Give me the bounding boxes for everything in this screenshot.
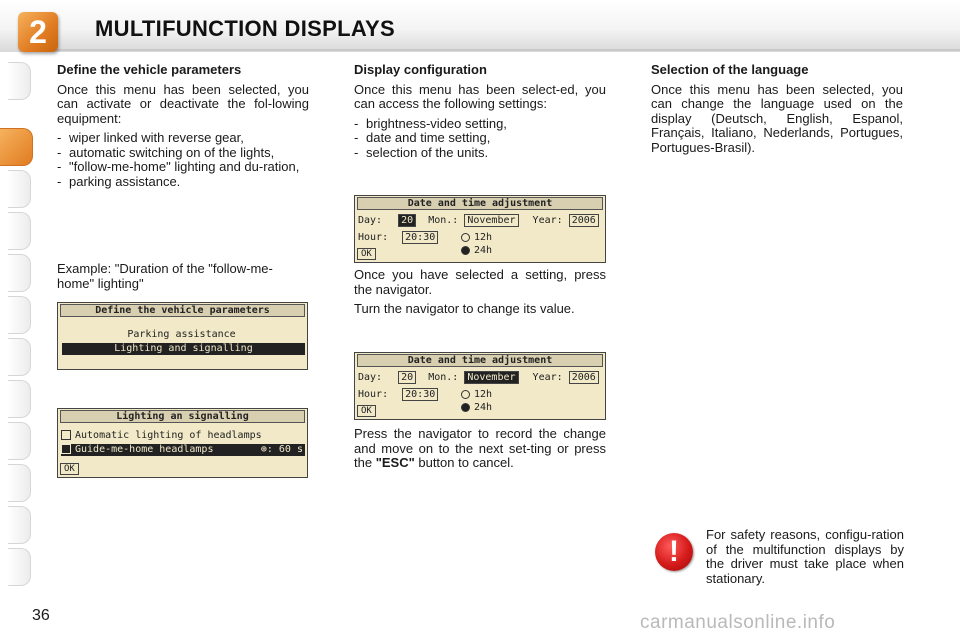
lcd-screen-date-time-1 (354, 195, 606, 263)
checkbox-checked-icon[interactable] (61, 444, 71, 454)
paragraph: Once you have selected a setting, press the navigator. (354, 267, 606, 297)
lcd-date-row (358, 215, 599, 227)
ok-button[interactable]: OK (357, 405, 376, 417)
paragraph: Turn the navigator to change its value. (354, 301, 575, 316)
section-heading: Define the vehicle parameters (57, 62, 242, 77)
format-24h[interactable] (461, 245, 492, 257)
lcd-screen-lighting (57, 408, 308, 478)
checkbox-icon[interactable] (61, 430, 71, 440)
month-label: Mon.: (428, 215, 459, 226)
list-item: - parking assistance. (57, 175, 309, 190)
safety-warning: For safety reasons, configu-ration of the multifunction displays by the driver must take place when stationary. (706, 527, 904, 586)
chapter-tab[interactable] (8, 464, 31, 502)
list-item: - selection of the units. (354, 146, 606, 161)
section-heading: Selection of the language (651, 62, 809, 77)
paragraph: Once this menu has been select-ed, you can access the following settings: (354, 81, 606, 111)
paragraph: Once this menu has been selected, you can change the language used on the display (Deutsch, English, Espanol, Français, Italiano, Nederlands, Portugues, Portugues-Brasil). (651, 81, 903, 155)
lcd-title: Lighting an signalling (60, 410, 305, 423)
example-caption: Example: "Duration of the "follow-me-home" lighting" (57, 261, 273, 291)
lcd-checkbox-row[interactable] (61, 430, 262, 442)
hour-label: Hour: (358, 232, 389, 243)
radio-selected-icon[interactable] (461, 403, 470, 412)
radio-icon[interactable] (461, 390, 470, 399)
watermark: carmanualsonline.info (640, 612, 836, 633)
lcd-title: Date and time adjustment (357, 354, 603, 367)
text-run: button to cancel. (414, 455, 514, 470)
day-field[interactable]: 20 (398, 214, 416, 227)
day-field[interactable]: 20 (398, 371, 416, 384)
format-label: 12h (474, 232, 493, 243)
chapter-tab[interactable] (8, 212, 31, 250)
month-field-selected[interactable]: November (464, 371, 518, 384)
chapter-tab[interactable] (8, 548, 31, 586)
lcd-hour-row (358, 389, 438, 401)
page-number: 36 (32, 607, 50, 624)
chapter-badge: 2 (18, 12, 58, 52)
radio-icon[interactable] (461, 233, 470, 242)
ok-button[interactable]: OK (60, 463, 79, 475)
year-field[interactable]: 2006 (569, 214, 599, 227)
format-label: 24h (474, 245, 493, 256)
chapter-tab[interactable] (8, 422, 31, 460)
chapter-tabs (0, 62, 34, 582)
format-label: 12h (474, 389, 493, 400)
chapter-tab[interactable] (8, 506, 31, 544)
lcd-screen-date-time-2 (354, 352, 606, 420)
month-label: Mon.: (428, 372, 459, 383)
lcd-hour-row (358, 232, 438, 244)
column-language (651, 63, 903, 160)
settings-list (354, 117, 606, 161)
lcd-option-selected[interactable]: Lighting and signalling (62, 343, 305, 355)
paragraph (354, 427, 606, 471)
page-title: MULTIFUNCTION DISPLAYS (95, 16, 395, 41)
duration-value[interactable]: ⊕: 60 s (260, 444, 303, 455)
lcd-option-label: Guide-me-home headlamps (75, 444, 214, 455)
lcd-title: Date and time adjustment (357, 197, 603, 210)
list-item: - "follow-me-home" lighting and du-ration, (57, 160, 309, 175)
column-vehicle-parameters (57, 63, 309, 193)
chapter-tab[interactable] (8, 380, 31, 418)
list-item: - brightness-video setting, (354, 117, 606, 132)
text-run: Press the navigator to record the change and move on to the next set-ting or press the (354, 426, 606, 470)
list-item: - wiper linked with reverse gear, (57, 131, 309, 146)
format-24h[interactable] (461, 402, 492, 414)
lcd-date-row (358, 372, 599, 384)
instruction-block-1 (354, 268, 606, 322)
list-item: - date and time setting, (354, 131, 606, 146)
chapter-tab[interactable] (8, 62, 31, 100)
column-display-configuration (354, 63, 606, 164)
format-12h[interactable] (461, 232, 492, 244)
instruction-block-2 (354, 427, 606, 476)
warning-icon: ! (655, 533, 693, 571)
format-label: 24h (474, 402, 493, 413)
hour-field[interactable]: 20:30 (402, 231, 438, 244)
lcd-checkbox-row-selected[interactable] (61, 444, 305, 456)
lcd-title: Define the vehicle parameters (60, 304, 305, 317)
chapter-tab-active[interactable] (0, 128, 33, 166)
year-label: Year: (532, 372, 563, 383)
section-heading: Display configuration (354, 62, 487, 77)
hour-label: Hour: (358, 389, 389, 400)
year-field[interactable]: 2006 (569, 371, 599, 384)
day-label: Day: (358, 372, 383, 383)
header-divider (52, 49, 960, 51)
list-item: - automatic switching on of the lights, (57, 146, 309, 161)
month-field[interactable]: November (464, 214, 518, 227)
chapter-tab[interactable] (8, 170, 31, 208)
lcd-option-label: Automatic lighting of headlamps (75, 430, 262, 441)
equipment-list (57, 131, 309, 189)
chapter-tab[interactable] (8, 338, 31, 376)
day-label: Day: (358, 215, 383, 226)
radio-selected-icon[interactable] (461, 246, 470, 255)
paragraph: Once this menu has been selected, you can activate or deactivate the fol-lowing equipment: (57, 81, 309, 126)
chapter-tab[interactable] (8, 296, 31, 334)
lcd-option[interactable]: Parking assistance (127, 329, 236, 340)
esc-key-label: "ESC" (375, 455, 415, 470)
format-12h[interactable] (461, 389, 492, 401)
lcd-screen-vehicle-parameters (57, 302, 308, 370)
year-label: Year: (532, 215, 563, 226)
ok-button[interactable]: OK (357, 248, 376, 260)
chapter-tab[interactable] (8, 254, 31, 292)
hour-field[interactable]: 20:30 (402, 388, 438, 401)
